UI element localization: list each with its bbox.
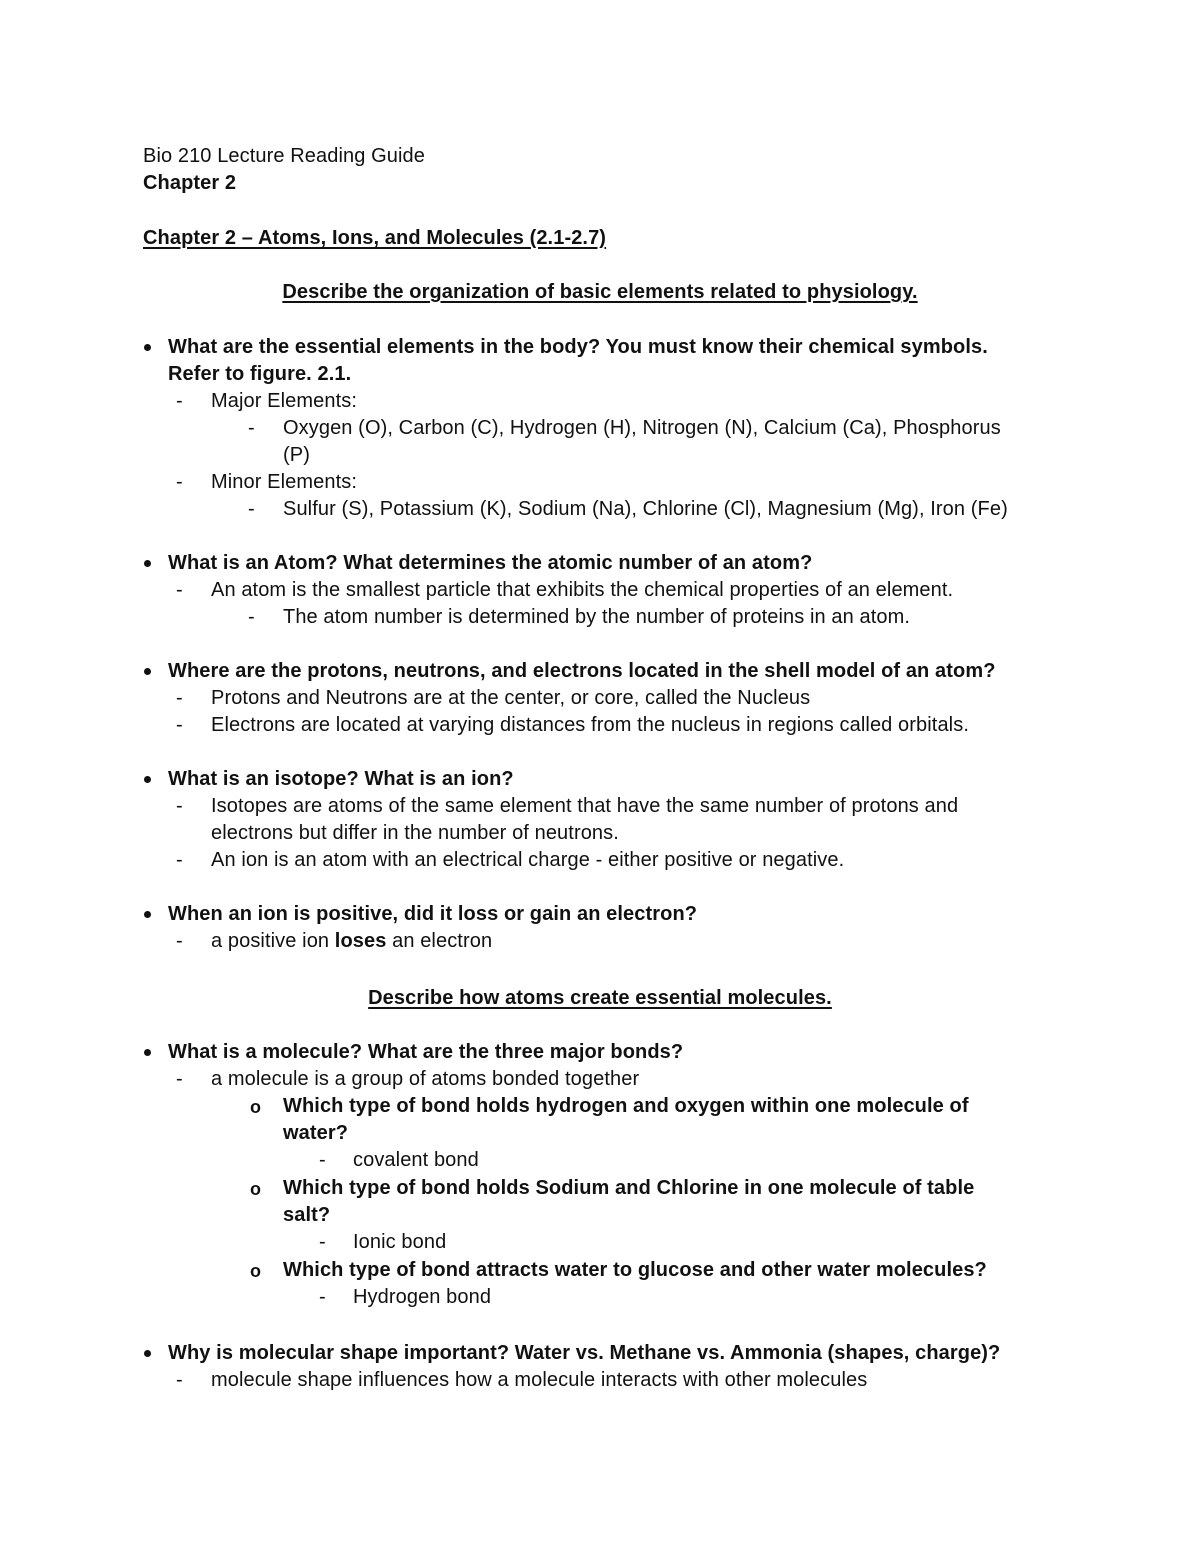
chapter-label: Chapter 2 — [143, 172, 237, 194]
dash-marker: - — [176, 687, 183, 709]
question-7: Why is molecular shape important? Water vs. Methane vs. Ammonia (shapes, charge)? — [168, 1342, 1001, 1364]
answer-3-1: Protons and Neutrons are at the center, or core, called the Nucleus — [211, 687, 811, 709]
answer-3-2: Electrons are located at varying distances from the nucleus in regions called orbitals. — [211, 714, 969, 736]
answer-4-1-line-2: electrons but differ in the number of neutrons. — [211, 822, 619, 844]
bullet-icon — [144, 560, 151, 567]
course-title: Bio 210 Lecture Reading Guide — [143, 145, 425, 167]
bullet-icon — [144, 668, 151, 675]
major-elements-list-line-2: (P) — [283, 444, 310, 466]
minor-elements-label: Minor Elements: — [211, 471, 357, 493]
dash-marker: - — [319, 1286, 326, 1308]
sub-question-2-line-2: salt? — [283, 1204, 331, 1226]
bullet-icon — [144, 911, 151, 918]
question-6: What is a molecule? What are the three major bonds? — [168, 1041, 684, 1063]
dash-marker: - — [176, 471, 183, 493]
bullet-icon — [144, 1049, 151, 1056]
question-3: Where are the protons, neutrons, and electrons located in the shell model of an atom? — [168, 660, 996, 682]
bullet-icon — [144, 776, 151, 783]
dash-marker: - — [176, 579, 183, 601]
answer-2-2: The atom number is determined by the number of proteins in an atom. — [283, 606, 911, 628]
dash-marker: - — [248, 498, 255, 520]
dash-marker: - — [319, 1231, 326, 1253]
dash-marker: - — [176, 1369, 183, 1391]
question-1-line-2: Refer to figure. 2.1. — [168, 363, 352, 385]
sub-bullet-icon: o — [250, 1179, 261, 1199]
answer-5-bold: loses — [334, 930, 387, 952]
major-elements-label: Major Elements: — [211, 390, 357, 412]
dash-marker: - — [176, 849, 183, 871]
answer-4-2: An ion is an atom with an electrical charge - either positive or negative. — [211, 849, 845, 871]
dash-marker: - — [176, 1068, 183, 1090]
sub-bullet-icon: o — [250, 1261, 261, 1281]
question-2: What is an Atom? What determines the atomic number of an atom? — [168, 552, 813, 574]
dash-marker: - — [319, 1149, 326, 1171]
sub-question-1-line-1: Which type of bond holds hydrogen and oxygen within one molecule of — [283, 1095, 969, 1117]
section-title: Chapter 2 – Atoms, Ions, and Molecules (2.1-2.7) — [143, 227, 607, 249]
bullet-icon — [144, 344, 151, 351]
answer-6: a molecule is a group of atoms bonded together — [211, 1068, 640, 1090]
bullet-icon — [144, 1350, 151, 1357]
answer-4-1-line-1: Isotopes are atoms of the same element that have the same number of protons and — [211, 795, 959, 817]
objective-heading-1: Describe the organization of basic elements related to physiology. — [282, 281, 918, 303]
dash-marker: - — [176, 930, 183, 952]
answer-5-post: an electron — [386, 930, 493, 952]
answer-5-pre: a positive ion — [211, 930, 335, 952]
dash-marker: - — [176, 795, 183, 817]
question-1-line-1: What are the essential elements in the body? You must know their chemical symbols. — [168, 336, 988, 358]
dash-marker: - — [248, 417, 255, 439]
sub-answer-2: Ionic bond — [353, 1231, 447, 1253]
sub-question-1-line-2: water? — [283, 1122, 349, 1144]
dash-marker: - — [248, 606, 255, 628]
major-elements-list-line-1: Oxygen (O), Carbon (C), Hydrogen (H), Nitrogen (N), Calcium (Ca), Phosphorus — [283, 417, 1001, 439]
sub-answer-3: Hydrogen bond — [353, 1286, 492, 1308]
minor-elements-list: Sulfur (S), Potassium (K), Sodium (Na), Chlorine (Cl), Magnesium (Mg), Iron (Fe) — [283, 498, 1008, 520]
answer-2-1: An atom is the smallest particle that exhibits the chemical properties of an element. — [211, 579, 954, 601]
answer-7: molecule shape influences how a molecule interacts with other molecules — [211, 1369, 868, 1391]
dash-marker: - — [176, 390, 183, 412]
sub-answer-1: covalent bond — [353, 1149, 479, 1171]
answer-5 — [211, 928, 492, 954]
sub-question-2-line-1: Which type of bond holds Sodium and Chlorine in one molecule of table — [283, 1177, 975, 1199]
sub-bullet-icon: o — [250, 1097, 261, 1117]
question-5: When an ion is positive, did it loss or gain an electron? — [168, 903, 698, 925]
question-4: What is an isotope? What is an ion? — [168, 768, 514, 790]
objective-heading-2: Describe how atoms create essential molecules. — [368, 987, 832, 1009]
sub-question-3: Which type of bond attracts water to glucose and other water molecules? — [283, 1259, 987, 1281]
dash-marker: - — [176, 714, 183, 736]
